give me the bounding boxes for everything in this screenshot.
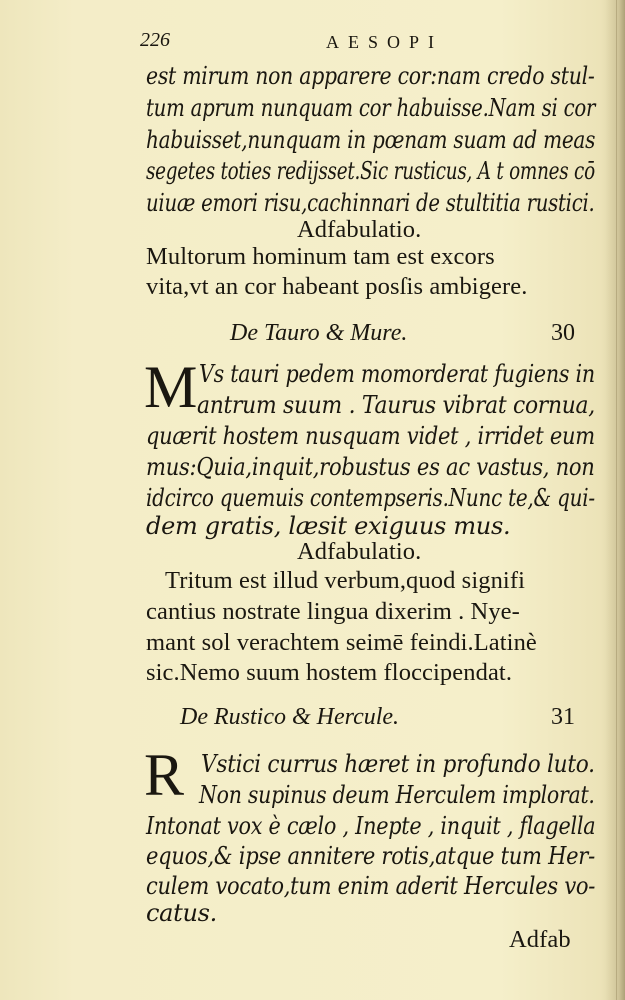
page-number: 226 <box>140 29 170 51</box>
text-line: quærit hostem nusquam videt , irridet eum <box>146 422 595 450</box>
text-line: tum aprum nunquam cor habuisse.Nam si cor <box>146 94 596 122</box>
text-line: Vstici currus hæret in profundo luto. <box>201 750 595 778</box>
text-line: equos,& ipse annitere rotis,atque tum Her- <box>146 842 595 870</box>
drop-cap-m: M <box>144 354 198 420</box>
fable-31-number: 31 <box>551 704 575 730</box>
fable-30-title: De Tauro & Mure. <box>230 320 408 346</box>
text-line: uiuæ emori risu,cachinnari de stultitia rustici. <box>146 189 595 217</box>
text-line: segetes toties redijsset.Sic rusticus, A t omnes cō <box>146 157 595 185</box>
text-line: catus. <box>146 899 217 927</box>
adfabulatio-heading: Adfabulatio. <box>297 538 422 565</box>
text-line: antrum suum . Taurus vibrat cornua, <box>197 391 595 419</box>
fable-30-number: 30 <box>551 320 575 346</box>
moral-line: vita,vt an cor habeant posſis ambigere. <box>146 273 528 300</box>
text-line: Intonat vox è cælo , Inepte , inquit , flagella <box>146 812 596 840</box>
moral-line: mant sol verachtem seimē feindi.Latinè <box>146 629 537 656</box>
adfabulatio-heading: Adfabulatio. <box>297 216 422 243</box>
catchword: Adfab <box>509 926 571 953</box>
running-title: AESOPI <box>326 32 444 52</box>
page-edge-line <box>616 0 617 1000</box>
moral-line: Tritum est illud verbum,quod signifi <box>165 567 525 594</box>
text-line: habuisset,nunquam in pœnam suam ad meas <box>146 126 596 154</box>
text-line: idcirco quemuis contempseris.Nunc te,& qui- <box>146 484 595 512</box>
text-line: culem vocato,tum enim aderit Hercules vo- <box>146 872 596 900</box>
text-line: Non supinus deum Herculem implorat. <box>199 781 595 809</box>
moral-line: cantius nostrate lingua dixerim . Nye- <box>146 598 520 625</box>
text-line: mus:Quia,inquit,robustus es ac vastus, non <box>146 453 595 481</box>
fable-31-title: De Rustico & Hercule. <box>180 704 400 730</box>
text-line: est mirum non apparere cor:nam credo stul- <box>146 62 595 90</box>
page-edge-shadow <box>605 0 625 1000</box>
moral-line: sic.Nemo suum hostem floccipendat. <box>146 659 513 686</box>
text-line: dem gratis, læsit exiguus mus. <box>146 512 511 540</box>
drop-cap-r: R <box>144 742 185 808</box>
text-line: Vs tauri pedem momorderat fugiens in <box>199 360 595 388</box>
moral-line: Multorum hominum tam est excors <box>146 243 495 270</box>
